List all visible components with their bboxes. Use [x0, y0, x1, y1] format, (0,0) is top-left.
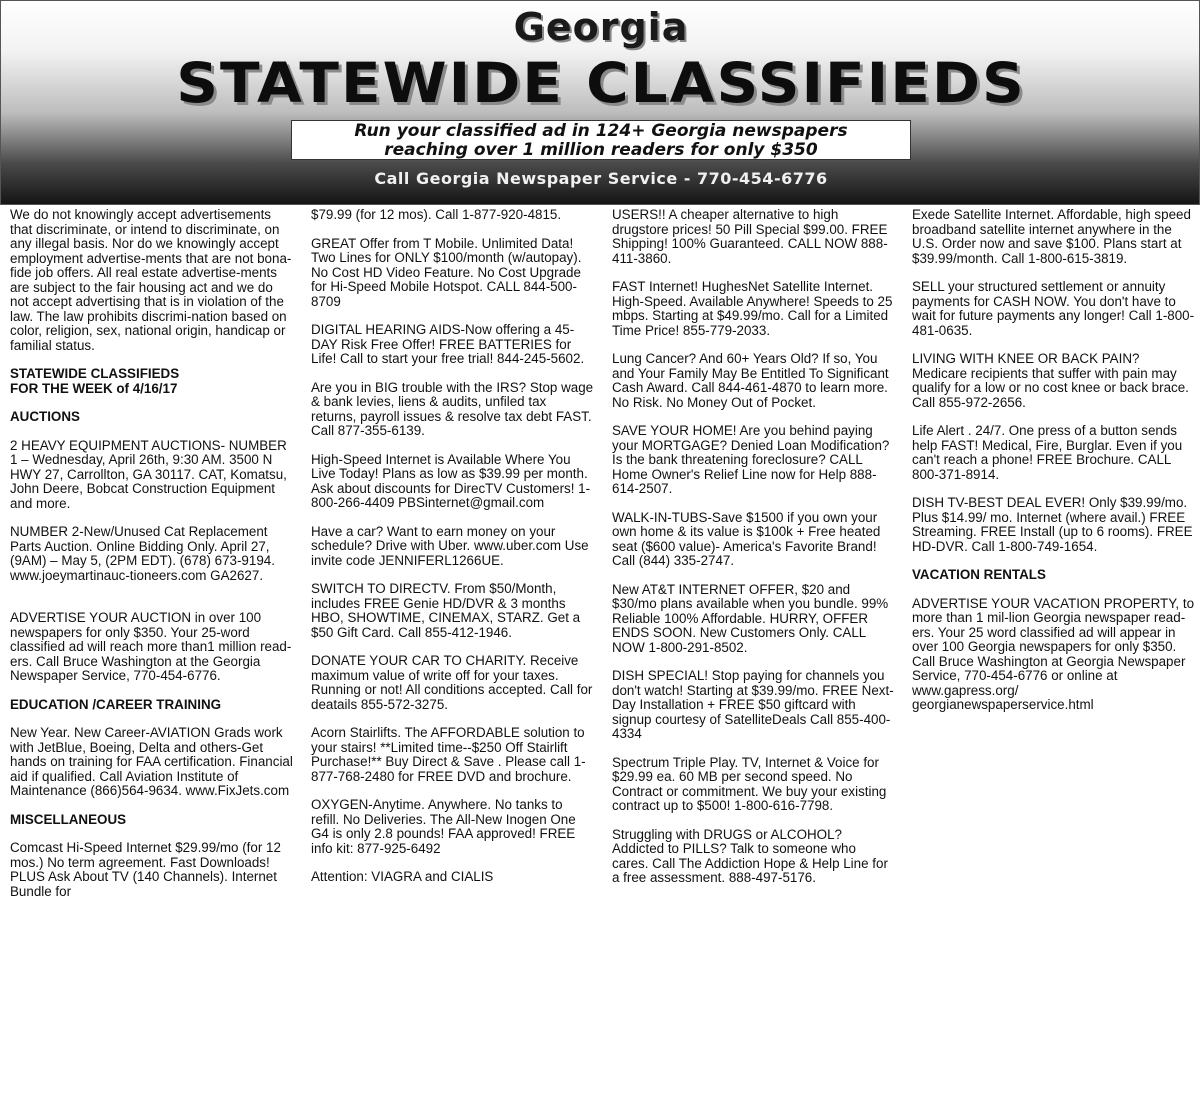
ad-col3-4: SAVE YOUR HOME! Are you behind paying your MORTGAGE? Denied Loan Modification? Is the bank threatening foreclosure? CALL Home Owner's Relief Line now for Help 888-614-2507.	[612, 423, 890, 496]
ad-auction-1: 2 HEAVY EQUIPMENT AUCTIONS- NUMBER 1 – Wednesday, April 26th, 9:30 AM. 3500 N HWY 27, Carrollton, GA 30117. CAT, Komatsu, John Deere, Bobcat Construction Equipment and more.	[10, 437, 287, 511]
ad-col3-7: DISH SPECIAL! Stop paying for channels you don't watch! Starting at $39.99/mo. FREE Next-Day Installation + FREE $50 giftcard with signup courtesy of SatelliteDeals Call 855-400-4334	[612, 668, 894, 741]
classifieds-columns	[0, 208, 1200, 1107]
ad-misc-1: Comcast Hi-Speed Internet $29.99/mo (for 12 mos.) No term agreement. Fast Downloads! PLUS Ask About TV (140 Channels). Internet Bundle for	[10, 840, 281, 899]
ad-col4-5: DISH TV-BEST DEAL EVER! Only $39.99/mo. Plus $14.99/ mo. Internet (where avail.) FREE Streaming. FREE Install (up to 6 rooms). FREE HD-DVR. Call 1-800-749-1654.	[912, 495, 1193, 554]
ad-col2-3: DIGITAL HEARING AIDS-Now offering a 45-DAY Risk Free Offer! FREE BATTERIES for Life! Call to start your free trial! 844-245-5602.	[311, 322, 585, 366]
ad-col3-6: New AT&T INTERNET OFFER, $20 and $30/mo plans available when you bundle. 99% Reliable 100% Affordable. HURRY, OFFER ENDS SOON. New Customers Only. CALL NOW 1-800-291-8502.	[612, 581, 889, 655]
ad-col2-4: Are you in BIG trouble with the IRS? Stop wage & bank levies, liens & audits, unfiled tax returns, payroll issues & resolve tax debt FAST. Call 877-355-6139.	[311, 379, 594, 438]
ad-col2-6: Have a car? Want to earn money on your schedule? Drive with Uber. www.uber.com Use invite code JENNIFERL1266UE.	[311, 523, 589, 568]
ad-col2-10: OXYGEN-Anytime. Anywhere. No tanks to refill. No Deliveries. The All-New Inogen One G4 is only 2.8 pounds! FAA approved! FREE info kit: 877-925-6492	[311, 797, 576, 856]
ad-col2-11: Attention: VIAGRA and CIALIS	[311, 869, 494, 884]
week-heading	[10, 367, 293, 396]
ad-col4-6: ADVERTISE YOUR VACATION PROPERTY, to more than 1 mil-lion Georgia newspaper read-ers. Your 25 word classified ad will appear in over 100 Georgia newspapers for only $350. Call Bruce Washington at Georgia Newspaper Service, 770-454-6776 or online at www.gapress.org/ georgianewspaperservice.html	[912, 595, 1195, 712]
ad-col2-1: $79.99 (for 12 mos). Call 1-877-920-4815.	[311, 208, 562, 222]
section-heading-miscellaneous: MISCELLANEOUS	[10, 811, 127, 827]
ad-education-1: New Year. New Career-AVIATION Grads work with JetBlue, Boeing, Delta and others-Get hands on training for FAA certification. Financial aid if qualified. Call Aviation Institute of Maintenance (866)564-9634. www.FixJets.com	[10, 725, 293, 798]
ad-col2-9: Acorn Stairlifts. The AFFORDABLE solution to your stairs! **Limited time--$250 Off Stairlift Purchase!** Buy Direct & Save . Please call 1-877-768-2480 for FREE DVD and brochure.	[311, 725, 586, 784]
ad-col4-4: Life Alert . 24/7. One press of a button sends help FAST! Medical, Fire, Burglar. Even if you can't reach a phone! FREE Brochure. CALL 800-371-8914.	[912, 423, 1183, 482]
masthead-state: Georgia	[513, 5, 689, 49]
week-heading-line-2: FOR THE WEEK of 4/16/17	[10, 380, 178, 396]
ad-col3-2: FAST Internet! HughesNet Satellite Internet. High-Speed. Available Anywhere! Speeds to 25 mbps. Starting at $49.99/mo. Call for a Limited Time Price! 855-779-2033.	[612, 279, 893, 338]
section-heading-education: EDUCATION /CAREER TRAINING	[10, 696, 222, 712]
column-2	[311, 208, 594, 1107]
ad-col2-2: GREAT Offer from T Mobile. Unlimited Data! Two Lines for ONLY $100/month (w/autopay). No Cost HD Video Feature. No Cost Upgrade for Hi-Speed Mobile Hotspot. CALL 844-500-8709	[311, 235, 582, 309]
masthead-tagline-2: reaching over 1 million readers for only $350	[384, 140, 818, 160]
ad-col3-1: USERS!! A cheaper alternative to high drugstore prices! 50 Pill Special $99.00. FREE Shipping! 100% Guaranteed. CALL NOW 888-411-3860.	[612, 208, 888, 266]
week-heading-line-1: STATEWIDE CLASSIFIEDS	[10, 366, 180, 381]
masthead-title: STATEWIDE CLASSIFIEDS	[176, 50, 1026, 116]
ad-auction-2: NUMBER 2-New/Unused Cat Replacement Parts Auction. Online Bidding Only. April 27, (9AM) – May 5, (2PM EDT). (678) 673-9194. www.joeymartinauc-tioneers.com GA2627.	[10, 524, 275, 583]
column-4	[912, 208, 1195, 1107]
section-heading-auctions: AUCTIONS	[10, 409, 80, 424]
ad-col3-9: Struggling with DRUGS or ALCOHOL? Addicted to PILLS? Talk to someone who cares. Call The Addiction Hope & Help Line for a free assessment. 888-497-5176.	[612, 826, 888, 885]
ad-col3-5: WALK-IN-TUBS-Save $1500 if you own your own home & its value is $100k + Free heated seat ($600 value)- America's Favorite Brand! Call (844) 335-2747.	[612, 509, 881, 568]
masthead-call-line: Call Georgia Newspaper Service - 770-454-6776	[374, 169, 828, 188]
ad-col4-2: SELL your structured settlement or annuity payments for CASH NOW. You don't have to wait for future payments any longer! Call 1-800-481-0635.	[912, 279, 1195, 338]
column-3	[612, 208, 895, 1107]
ad-col4-1: Exede Satellite Internet. Affordable, high speed broadband satellite internet anywhere in the U.S. Order now and save $100. Plans start at $39.99/month. Call 1-800-615-3819.	[912, 208, 1191, 266]
section-heading-vacation-rentals: VACATION RENTALS	[912, 567, 1046, 582]
disclaimer: We do not knowingly accept advertisements that discriminate, or intend to discriminate, on any illegal basis. Nor do we knowingly accept employment advertise-ments that are not bona-fide job offers. All real estate advertise-ments are subject to the fair housing act and we do not accept advertising that is in violation of the law. The law prohibits discrimi-nation based on color, religion, sex, national origin, handicap or familial status.	[10, 208, 292, 353]
ad-auction-3: ADVERTISE YOUR AUCTION in over 100 newspapers for only $350. Your 25-word classified ad will reach more than1 million read-ers. Call Bruce Washington at the Georgia Newspaper Service, 770-454-6776.	[10, 610, 292, 683]
masthead-tagline-box	[291, 120, 911, 160]
ad-col2-5: High-Speed Internet is Available Where You Live Today! Plans as low as $39.99 per month. Ask about discounts for DirecTV Customers! 1-800-266-4409 PBSinternet@gmail.com	[311, 451, 591, 510]
ad-col2-8: DONATE YOUR CAR TO CHARITY. Receive maximum value of write off for your taxes. Running or not! All conditions accepted. Call for deatails 855-572-3275.	[311, 653, 593, 712]
ad-col4-3: LIVING WITH KNEE OR BACK PAIN? Medicare recipients that suffer with pain may qualify for a low or no cost knee or back brace. Call 855-972-2656.	[912, 351, 1189, 410]
ad-col3-8: Spectrum Triple Play. TV, Internet & Voice for $29.99 ea. 60 MB per second speed. No Contract or commitment. We buy your existing contract up to $500! 1-800-616-7798.	[612, 754, 887, 813]
ad-col3-3: Lung Cancer? And 60+ Years Old? If so, You and Your Family May Be Entitled To Significant Cash Award. Call 844-461-4870 to learn more. No Risk. No Money Out of Pocket.	[612, 351, 889, 410]
masthead	[0, 0, 1200, 205]
column-1	[10, 208, 293, 1107]
ad-col2-7: SWITCH TO DIRECTV. From $50/Month, includes FREE Genie HD/DVR & 3 months HBO, SHOWTIME, CINEMAX, STARZ. Get a $50 Gift Card. Call 855-412-1946.	[311, 581, 581, 640]
masthead-tagline-1: Run your classified ad in 124+ Georgia newspapers	[354, 121, 848, 141]
